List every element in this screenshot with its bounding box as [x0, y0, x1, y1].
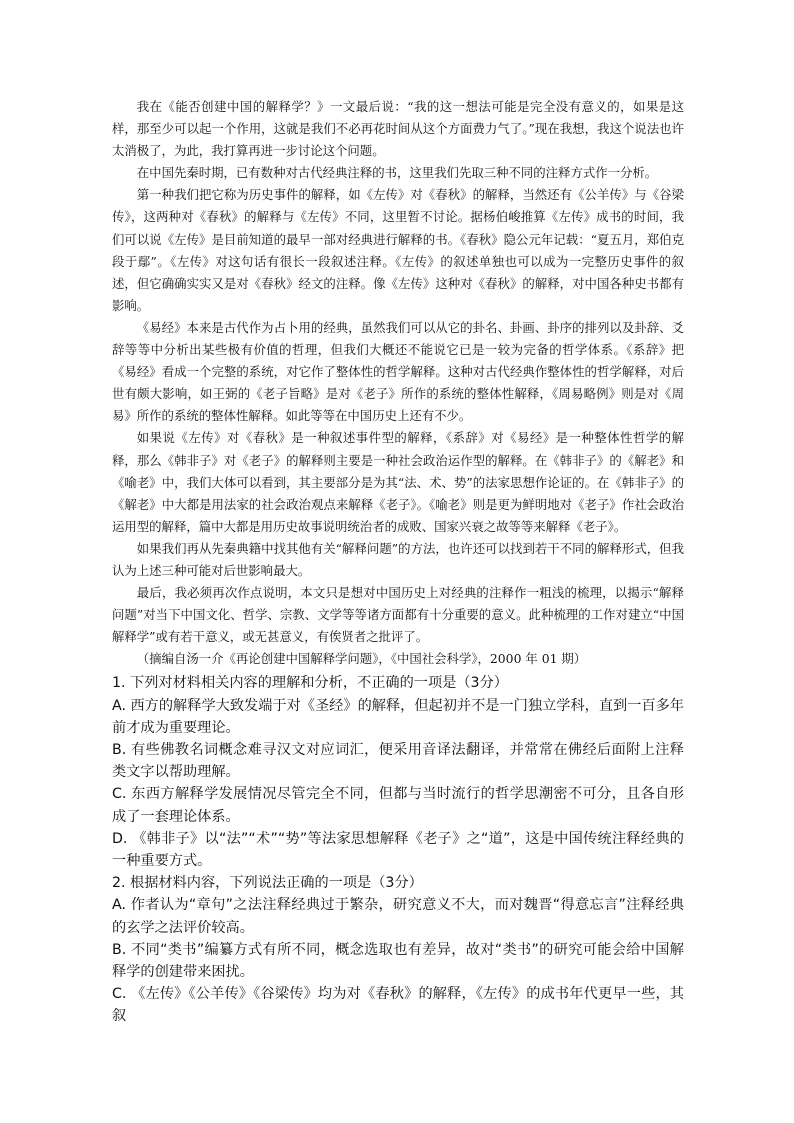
passage-paragraph: 我在《能否创建中国的解释学？》一文最后说：“我的这一想法可能是完全没有意义的，如果是这样，那至少可以起一个作用，这就是我们不必再花时间从这个方面费力气了。”现在我想，我这个说法也许太消极了，为此，我打算再进一步讨论这个问题。 — [112, 99, 684, 159]
option-a: A. 作者认为“章句”之法注释经典过于繁杂，研究意义不大，而对魏晋“得意忘言”注释经典的玄学之法评价较高。 — [112, 897, 684, 936]
question-title: 1. 下列对材料相关内容的理解和分析，不正确的一项是（3分） — [112, 675, 508, 692]
question-list — [112, 672, 684, 1027]
passage-paragraph: 最后，我必须再次作点说明，本文只是想对中国历史上对经典的注释作一粗浅的梳理，以揭示“解释问题”对当下中国文化、哲学、宗教、文学等等诸方面都有十分重要的意义。此种梳理的工作对建立“中国解释学”或有若干意义，或无甚意义，有俟贤者之批评了。 — [112, 585, 684, 645]
question-2 — [112, 872, 684, 1027]
passage-paragraph: 《易经》本来是古代作为占卜用的经典，虽然我们可以从它的卦名、卦画、卦序的排列以及卦辞、爻辞等等中分析出某些极有价值的哲理，但我们大概还不能说它已是一较为完备的哲学体系。《系辞》把《易经》看成一个完整的系统，对它作了整体性的哲学解释。这种对古代经典作整体性的哲学解释，对后世有颇大影响，如王弼的《老子旨略》是对《老子》所作的系统的整体性解释，《周易略例》则是对《周易》所作的系统的整体性解释。如此等等在中国历史上还有不少。 — [112, 319, 684, 424]
passage-paragraph: 第一种我们把它称为历史事件的解释，如《左传》对《春秋》的解释，当然还有《公羊传》与《谷梁传》，这两种对《春秋》的解释与《左传》不同，这里暂不讨论。据杨伯峻推算《左传》成书的时间，我们可以说《左传》是目前知道的最早一部对经典进行解释的书。《春秋》隐公元年记载：“夏五月，郑伯克段于鄢”。《左传》对这句话有很长一段叙述注释。《左传》的叙述单独也可以成为一完整历史事件的叙述，但它确确实实又是对《春秋》经文的注释。像《左传》这种对《春秋》的解释，对中国各种史书都有影响。 — [112, 187, 684, 313]
passage-paragraph: 如果说《左传》对《春秋》是一种叙述事件型的解释，《系辞》对《易经》是一种整体性哲学的解释，那么《韩非子》对《老子》的解释则主要是一种社会政治运作型的解释。在《韩非子》的《解老》和《喻老》中，我们大体可以看到，其主要部分是为其“法、术、势”的法家思想作论证的。在《韩非子》的《解老》中大都是用法家的社会政治观点来解释《老子》。《喻老》则是更为鲜明地对《老子》作社会政治运用型的解释，篇中大都是用历史故事说明统治者的成败、国家兴衰之故等等来解释《老子》。 — [112, 430, 684, 534]
question-title: 2. 根据材料内容，下列说法正确的一项是（3分） — [112, 875, 423, 892]
option-b: B. 有些佛教名词概念难寻汉文对应词汇，便采用音译法翻译，并常常在佛经后面附上注释类文字以帮助理解。 — [112, 741, 684, 781]
option-c: C. 东西方解释学发展情况尽管完全不同，但都与当时流行的哲学思潮密不可分，且各自形成了一套理论体系。 — [112, 786, 684, 825]
reading-passage — [112, 96, 684, 670]
option-a: A. 西方的解释学大致发端于对《圣经》的解释，但起初并不是一门独立学科，直到一百多年前才成为重要理论。 — [112, 697, 684, 736]
option-c: C. 《左传》《公羊传》《谷梁传》均为对《春秋》的解释，《左传》的成书年代更早一些，其叙 — [112, 986, 684, 1025]
passage-paragraph: 在中国先秦时期，已有数种对古代经典注释的书，这里我们先取三种不同的注释方式作一分析。 — [136, 165, 658, 181]
option-b: B. 不同“类书”编纂方式有所不同，概念选取也有差异，故对“类书”的研究可能会给中国解释学的创建带来困扰。 — [112, 941, 684, 980]
exam-page — [112, 96, 684, 1028]
passage-paragraph: 如果我们再从先秦典籍中找其他有关“解释问题”的方法，也许还可以找到若干不同的解释形式，但我认为上述三种可能对后世影响最大。 — [112, 540, 684, 578]
passage-source: （摘编自汤一介《再论创建中国解释学问题》，《中国社会科学》，2000 年 01 期） — [136, 651, 587, 667]
option-d: D. 《韩非子》以“法”“术”“势”等法家思想解释《老子》之“道”，这是中国传统注释经典的一种重要方式。 — [112, 830, 684, 869]
question-1 — [112, 672, 684, 872]
